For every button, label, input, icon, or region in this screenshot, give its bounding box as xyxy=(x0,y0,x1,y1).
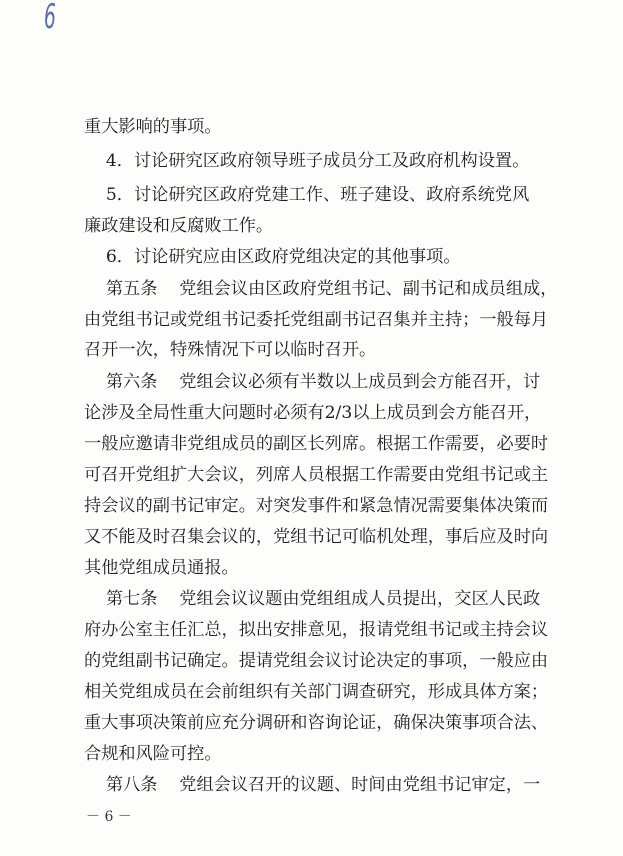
text-line: 其他党组成员通报。 xyxy=(84,558,239,578)
text-line: 合规和风险可控。 xyxy=(84,744,222,764)
text-line: 第八条 党组会议召开的议题、时间由党组书记审定，一 xyxy=(84,775,541,795)
text-line: 6．讨论研究应由区政府党组决定的其他事项。 xyxy=(84,247,461,267)
text-line: 5．讨论研究区政府党建工作、班子建设、政府系统党风 xyxy=(84,185,530,205)
text-line: 廉政建设和反腐败工作。 xyxy=(84,216,274,236)
text-line: 第五条 党组会议由区政府党组书记、副书记和成员组成， xyxy=(84,279,558,299)
text-line: 重大影响的事项。 xyxy=(84,117,222,137)
text-line: 府办公室主任汇总，拟出安排意见，报请党组书记或主持会议 xyxy=(84,620,549,640)
text-line: 召开一次，特殊情况下可以临时召开。 xyxy=(84,340,377,360)
text-line: 重大事项决策前应充分调研和咨询论证，确保决策事项合法、 xyxy=(84,713,549,733)
text-line: 第六条 党组会议必须有半数以上成员到会方能召开，讨 xyxy=(84,372,541,392)
text-line: 第七条 党组会议议题由党组组成人员提出，交区人民政 xyxy=(84,589,541,609)
text-line: 相关党组成员在会前组织有关部门调查研究，形成具体方案； xyxy=(84,682,549,702)
text-line: 一般应邀请非党组成员的副区长列席。根据工作需要，必要时 xyxy=(84,434,549,454)
text-line: 4．讨论研究区政府领导班子成员分工及政府机构设置。 xyxy=(84,151,530,171)
handwritten-page-mark: 6 xyxy=(44,0,56,37)
page-number: － 6 － xyxy=(86,809,132,825)
text-line: 论涉及全局性重大问题时必须有2/3以上成员到会方能召开， xyxy=(84,403,542,423)
text-line: 的党组副书记确定。提请党组会议讨论决定的事项，一般应由 xyxy=(84,651,549,671)
text-line: 由党组书记或党组书记委托党组副书记召集并主持；一般每月 xyxy=(84,310,549,330)
text-line: 可召开党组扩大会议，列席人员根据工作需要由党组书记或主 xyxy=(84,465,549,485)
text-line: 持会议的副书记审定。对突发事件和紧急情况需要集体决策而 xyxy=(84,496,549,516)
text-line: 又不能及时召集会议的，党组书记可临机处理，事后应及时向 xyxy=(84,527,549,547)
